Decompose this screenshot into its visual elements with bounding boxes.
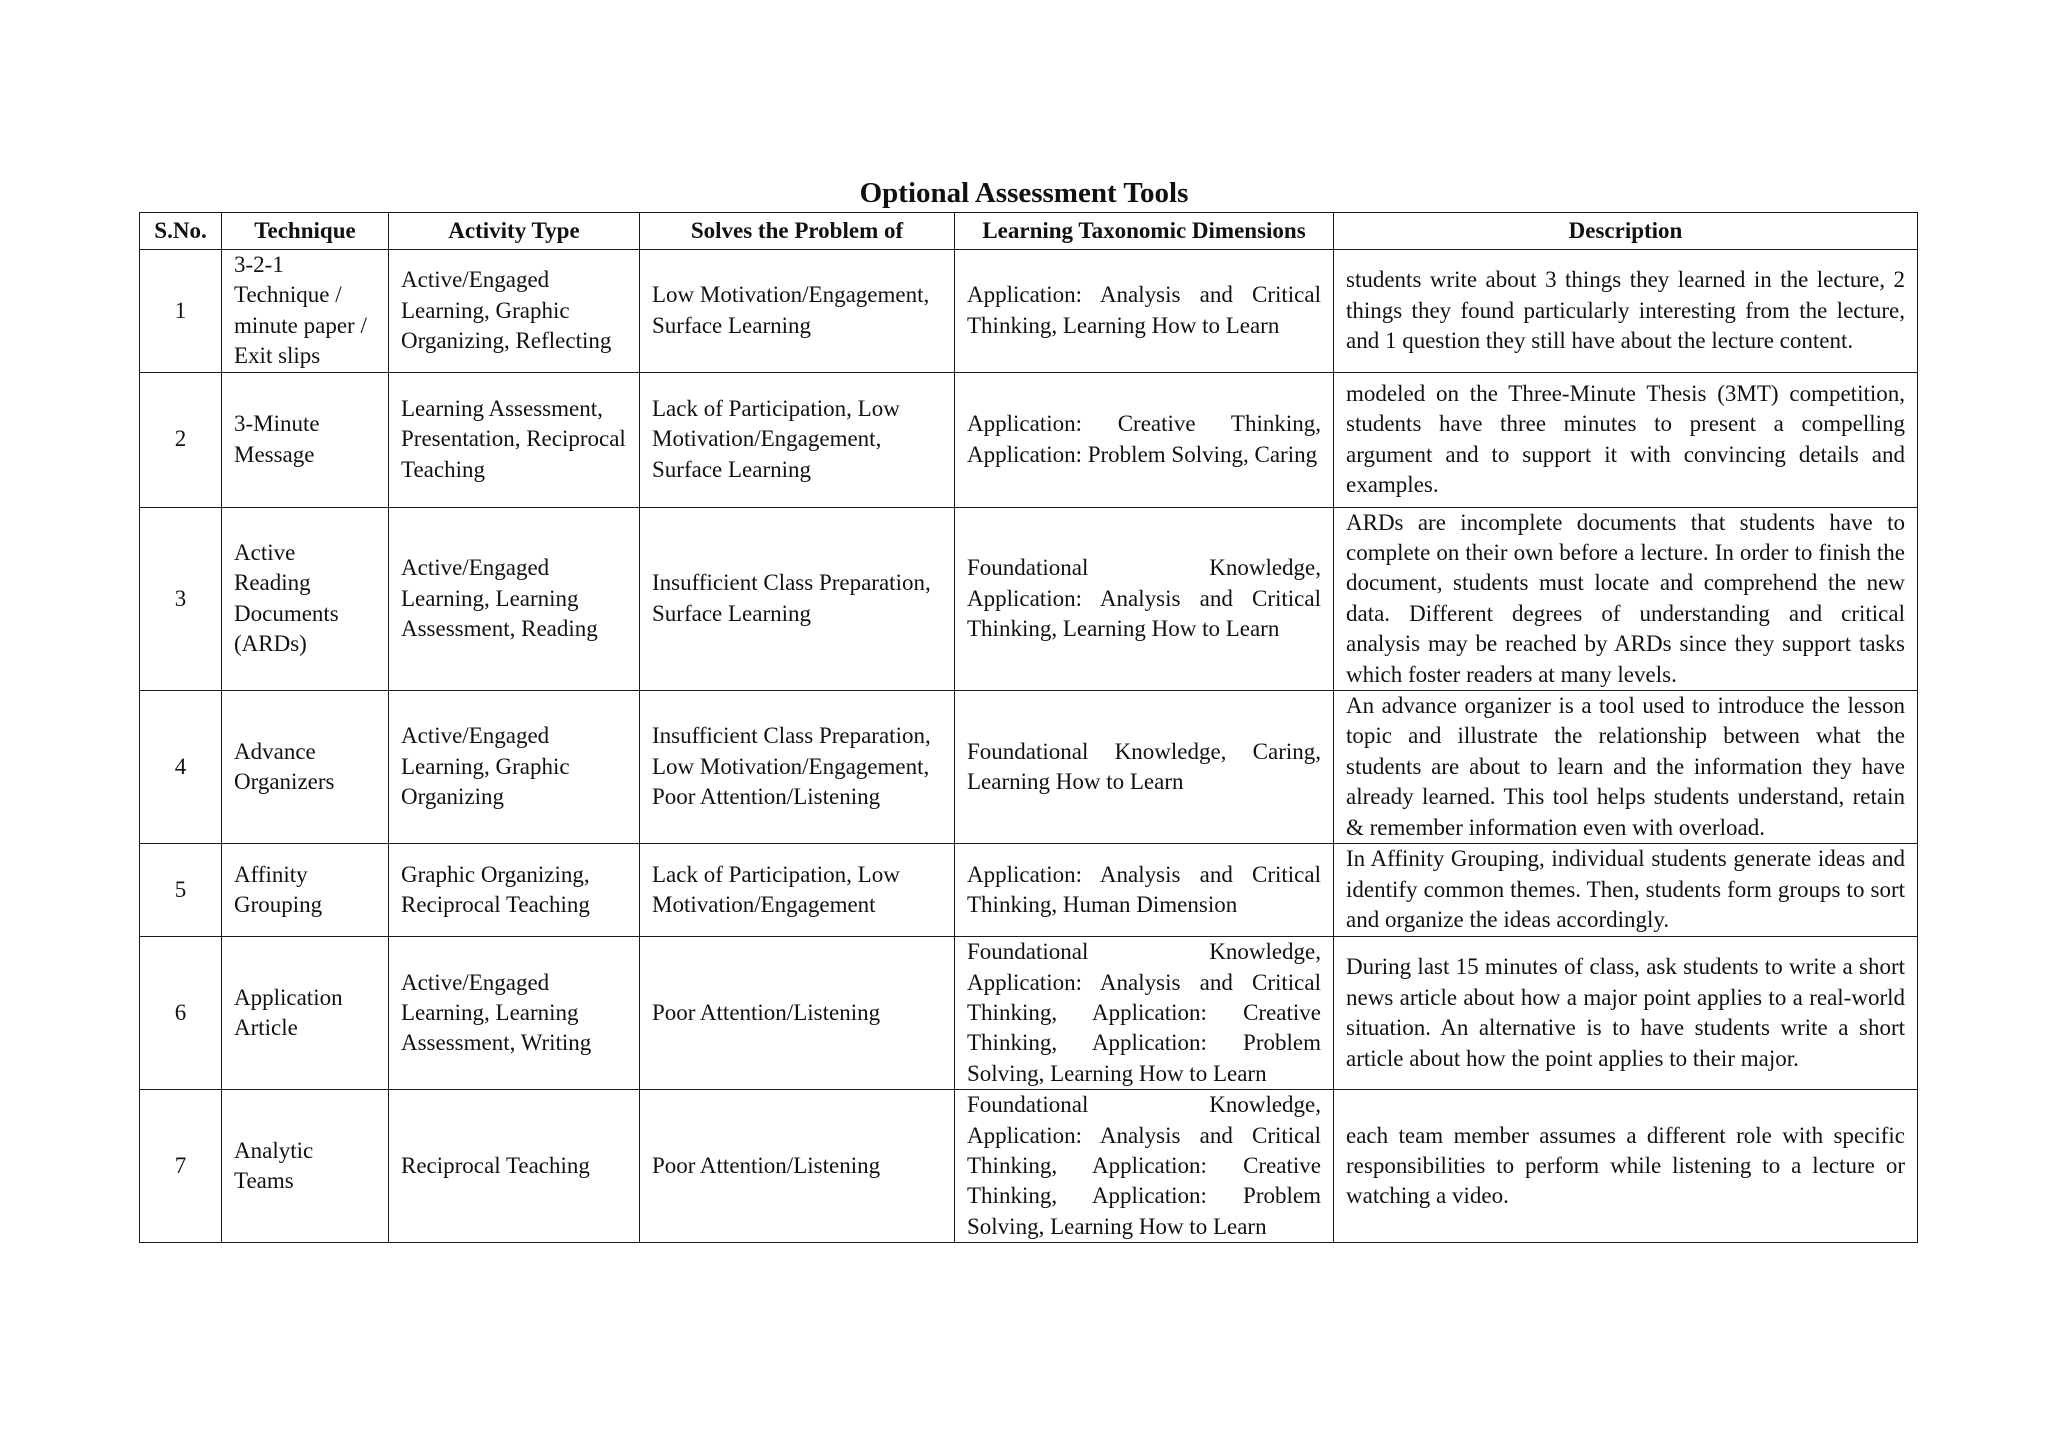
row-sno: 1 [140,250,222,373]
row-technique: 3-2-1 Technique / minute paper / Exit slips [222,250,389,373]
header-taxonomic-dimensions: Learning Taxonomic Dimensions [955,213,1334,250]
row-dimensions: Foundational Knowledge, Application: Analysis and Critical Thinking, Learning How to Learn [955,507,1334,690]
row-description: During last 15 minutes of class, ask students to write a short news article about how a major point applies to a real-world situation. An alternative is to have students write a short article about how the point applies to their major. [1334,937,1918,1090]
row-sno: 7 [140,1090,222,1243]
row-activity-type: Active/Engaged Learning, Learning Assessment, Writing [389,937,640,1090]
row-problem: Poor Attention/Listening [640,1090,955,1243]
row-description: students write about 3 things they learned in the lecture, 2 things they found particularly interesting from the lecture, and 1 question they still have about the lecture content. [1334,250,1918,373]
row-dimensions: Foundational Knowledge, Application: Analysis and Critical Thinking, Application: Creative Thinking, Application: Problem Solving, Learning How to Learn [955,1090,1334,1243]
row-sno: 6 [140,937,222,1090]
row-sno: 4 [140,691,222,844]
header-solves-problem: Solves the Problem of [640,213,955,250]
header-description: Description [1334,213,1918,250]
row-problem: Insufficient Class Preparation, Surface Learning [640,507,955,690]
row-dimensions: Application: Creative Thinking, Application: Problem Solving, Caring [955,372,1334,507]
table-row [140,691,1918,844]
row-activity-type: Active/Engaged Learning, Learning Assessment, Reading [389,507,640,690]
row-sno: 3 [140,507,222,690]
table-row [140,507,1918,690]
row-technique: Advance Organizers [222,691,389,844]
header-technique: Technique [222,213,389,250]
row-activity-type: Active/Engaged Learning, Graphic Organizing, Reflecting [389,250,640,373]
row-problem: Low Motivation/Engagement, Surface Learning [640,250,955,373]
table-row [140,250,1918,373]
row-activity-type: Graphic Organizing, Reciprocal Teaching [389,844,640,937]
row-sno: 2 [140,372,222,507]
row-description: each team member assumes a different role with specific responsibilities to perform while listening to a lecture or watching a video. [1334,1090,1918,1243]
page-title: Optional Assessment Tools [859,177,1189,209]
row-description: In Affinity Grouping, individual students generate ideas and identify common themes. Then, students form groups to sort and organize the ideas accordingly. [1334,844,1918,937]
table-header-row [140,213,1918,250]
row-technique: Analytic Teams [222,1090,389,1243]
table-row [140,372,1918,507]
row-activity-type: Active/Engaged Learning, Graphic Organizing [389,691,640,844]
row-dimensions: Application: Analysis and Critical Thinking, Human Dimension [955,844,1334,937]
row-problem: Lack of Participation, Low Motivation/Engagement [640,844,955,937]
row-activity-type: Reciprocal Teaching [389,1090,640,1243]
row-technique: Application Article [222,937,389,1090]
header-sno: S.No. [140,213,222,250]
table-row [140,1090,1918,1243]
row-activity-type: Learning Assessment, Presentation, Reciprocal Teaching [389,372,640,507]
row-technique: Active Reading Documents (ARDs) [222,507,389,690]
row-sno: 5 [140,844,222,937]
header-activity-type: Activity Type [389,213,640,250]
row-dimensions: Foundational Knowledge, Application: Analysis and Critical Thinking, Application: Creative Thinking, Application: Problem Solving, Learning How to Learn [955,937,1334,1090]
row-dimensions: Application: Analysis and Critical Thinking, Learning How to Learn [955,250,1334,373]
assessment-tools-table [139,212,1918,1243]
row-description: An advance organizer is a tool used to introduce the lesson topic and illustrate the relationship between what the students are about to learn and the information they have already learned. This tool helps students understand, retain & remember information even with overload. [1334,691,1918,844]
row-description: modeled on the Three-Minute Thesis (3MT) competition, students have three minutes to present a compelling argument and to support it with convincing details and examples. [1334,372,1918,507]
row-problem: Poor Attention/Listening [640,937,955,1090]
table-row [140,844,1918,937]
row-problem: Lack of Participation, Low Motivation/Engagement, Surface Learning [640,372,955,507]
table-row [140,937,1918,1090]
row-dimensions: Foundational Knowledge, Caring, Learning How to Learn [955,691,1334,844]
row-problem: Insufficient Class Preparation, Low Motivation/Engagement, Poor Attention/Listening [640,691,955,844]
row-description: ARDs are incomplete documents that students have to complete on their own before a lecture. In order to finish the document, students must locate and comprehend the new data. Different degrees of understanding and critical analysis may be reached by ARDs since they support tasks which foster readers at many levels. [1334,507,1918,690]
row-technique: Affinity Grouping [222,844,389,937]
row-technique: 3-Minute Message [222,372,389,507]
